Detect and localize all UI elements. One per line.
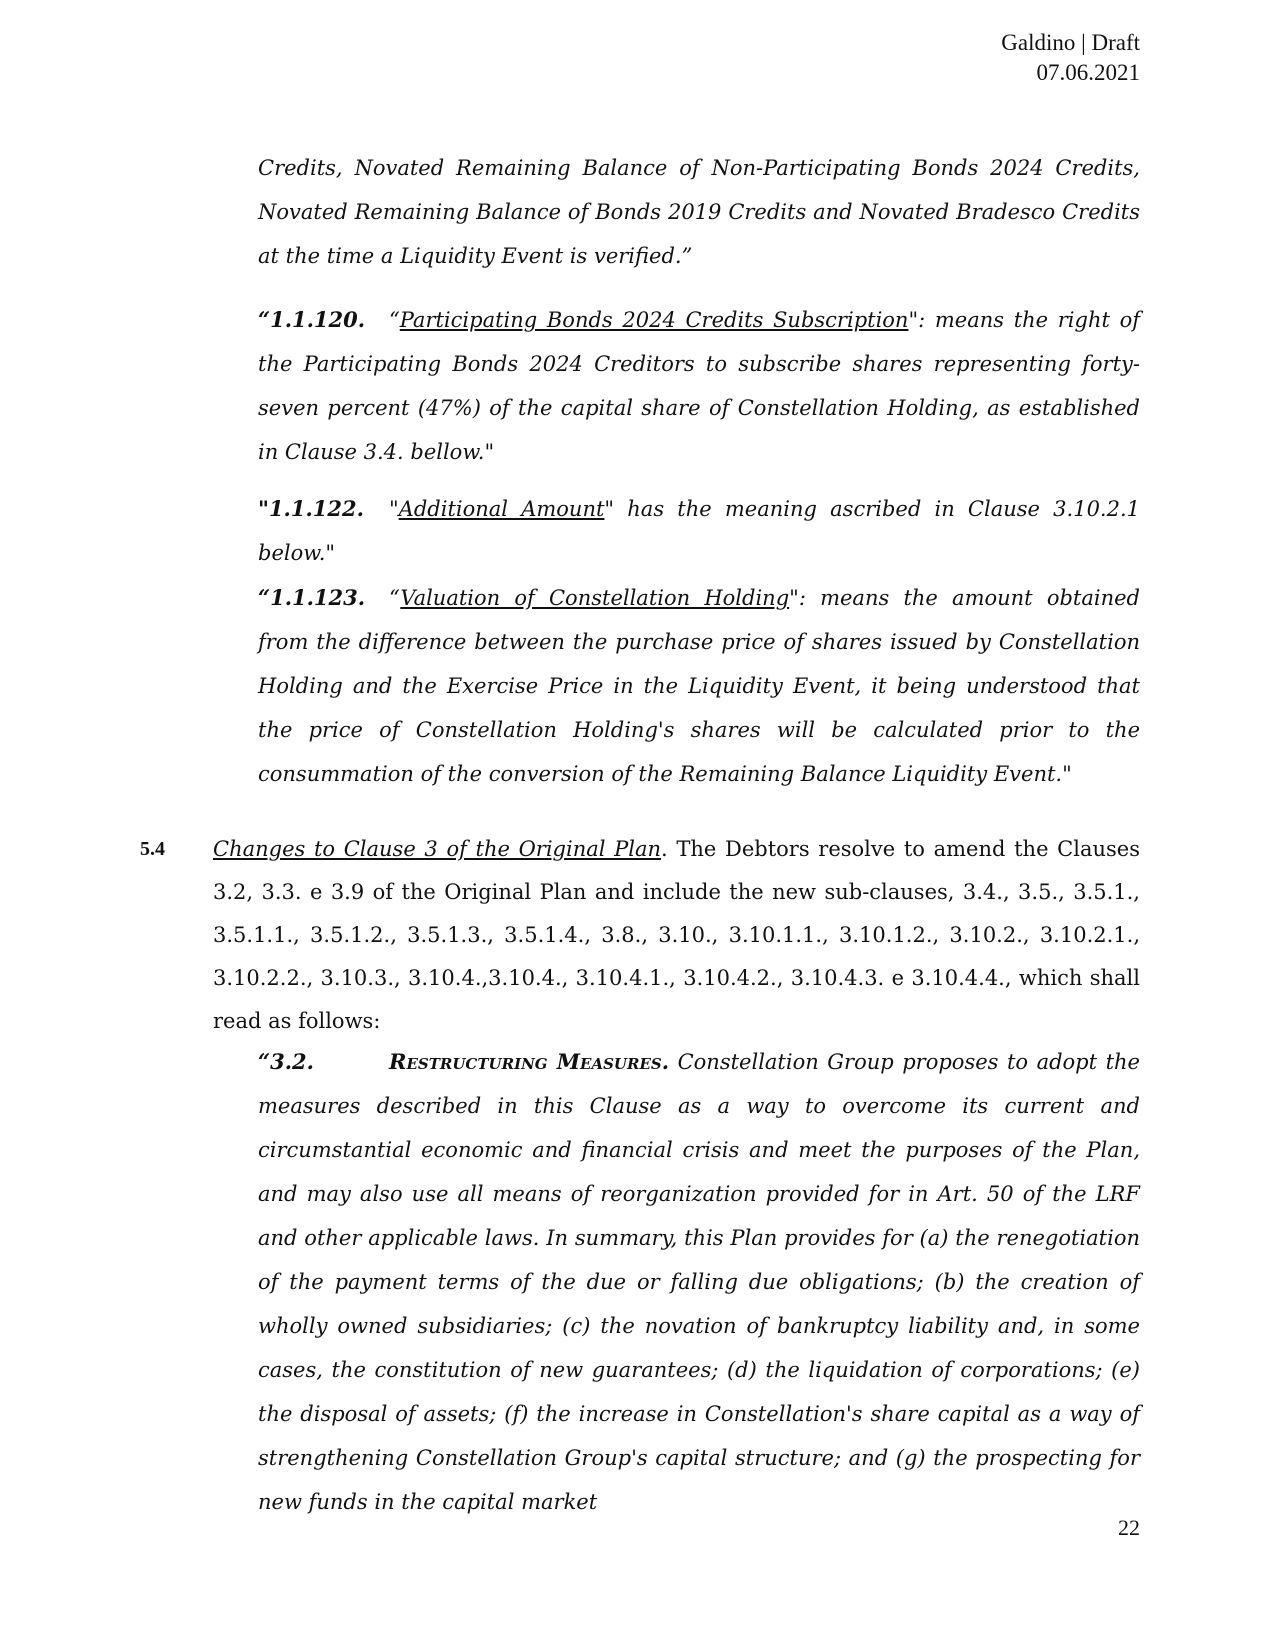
definition-open-quote: “ — [389, 586, 401, 610]
definition-term: Participating Bonds 2024 Credits Subscription — [399, 308, 909, 332]
definition-number: “1.1.123. — [258, 585, 366, 610]
definition-open-quote: “ — [389, 308, 400, 332]
definition-text: ": means the amount obtained from the difference between the purchase price of shares issued by Constellation Holding and the Exercise Price in the Liquidity Event, it being understood that the price of Constellation Holding's shares will be calculated prior to the consummation of the conversion of the Remaining Balance Liquidity Event." — [258, 586, 1140, 786]
definition-1-1-123 — [258, 576, 1140, 796]
clause-3-2 — [258, 1040, 1140, 1524]
definition-text: ": means the right of the Participating Bonds 2024 Creditors to subscribe shares representing forty-seven percent (47%) of the capital share of Constellation Holding, as established in Clause 3.4. bellow." — [258, 308, 1140, 464]
section-body — [213, 828, 1140, 1043]
definition-open-quote: " — [389, 497, 399, 521]
page-header — [1001, 28, 1140, 88]
clause-text: Constellation Group proposes to adopt the measures described in this Clause as a way to overcome its current and circumstantial economic and financial crisis and meet the purposes of the Plan, and may also use all means of reorganization provided for in Art. 50 of the LRF and other applicable laws. In summary, this Plan provides for (a) the renegotiation of the payment terms of the due or falling due obligations; (b) the creation of wholly owned subsidiaries; (c) the novation of bankruptcy liability and, in some cases, the constitution of new guarantees; (d) the liquidation of corporations; (e) the disposal of assets; (f) the increase in Constellation's share capital as a way of strengthening Constellation Group's capital structure; and (g) the prospecting for new funds in the capital market — [258, 1050, 1140, 1514]
definition-term: Valuation of Constellation Holding — [400, 586, 790, 610]
definition-number: “1.1.120. — [258, 307, 366, 332]
header-date: 07.06.2021 — [1036, 60, 1140, 85]
definition-1-1-120 — [258, 298, 1140, 474]
definition-1-1-122 — [258, 487, 1140, 575]
continuation-paragraph — [258, 146, 1140, 278]
definition-number: "1.1.122. — [258, 496, 364, 521]
section-text: . The Debtors resolve to amend the Clauses 3.2, 3.3. e 3.9 of the Original Plan and include the new sub-clauses, 3.4., 3.5., 3.5.1., 3.5.1.1., 3.5.1.2., 3.5.1.3., 3.5.1.4., 3.8., 3.10., 3.10.1.1., 3.10.1.2., 3.10.2., 3.10.2.1., 3.10.2.2., 3.10.3., 3.10.4.,3.10.4., 3.10.4.1., 3.10.4.2., 3.10.4.3. e 3.10.4.4., which shall read as follows: — [213, 837, 1140, 1033]
definition-term: Additional Amount — [398, 497, 605, 521]
section-title: Changes to Clause 3 of the Original Plan — [213, 837, 662, 861]
section-number: 5.4 — [140, 838, 165, 860]
page-number: 22 — [1118, 1515, 1140, 1540]
clause-heading: Restructuring Measures. — [389, 1049, 670, 1074]
continuation-text: Credits, Novated Remaining Balance of Non-Participating Bonds 2024 Credits, Novated Remaining Balance of Bonds 2019 Credits and Novated Bradesco Credits at the time a Liquidity Event is verified.” — [258, 156, 1140, 268]
clause-number: “3.2. — [258, 1049, 314, 1074]
definition-text: " has the meaning ascribed in Clause 3.10.2.1 below." — [258, 497, 1141, 565]
header-draft-label: Galdino | Draft — [1001, 30, 1140, 55]
